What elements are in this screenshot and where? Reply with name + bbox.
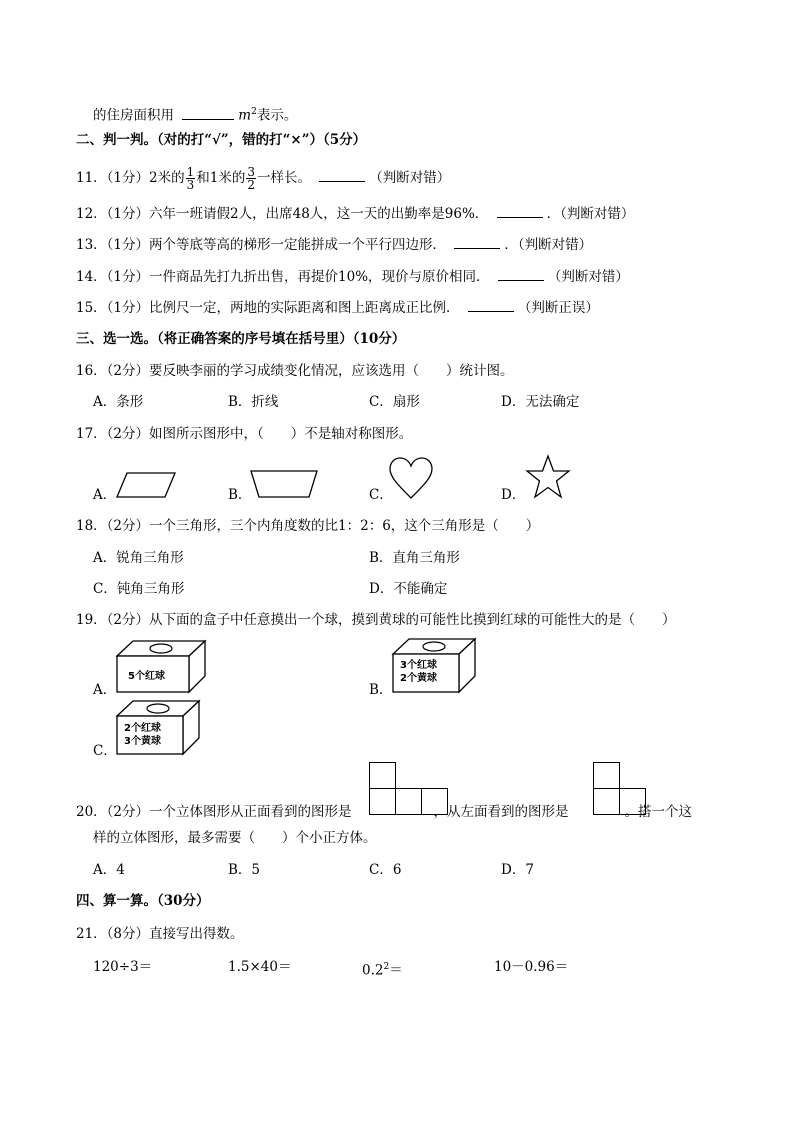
top-line: [93, 103, 297, 125]
question-16: 16．（2分）要反映李丽的学习成绩变化情况，应该选用（ ）统计图。: [76, 363, 514, 379]
q16-option-b[interactable]: B．折线: [228, 394, 279, 410]
section-4-title: 四、算一算。（30分）: [76, 893, 210, 909]
q20-option-d[interactable]: D．7: [501, 862, 534, 878]
q18-option-c[interactable]: C．钝角三角形: [93, 581, 185, 597]
fraction-denominator: 3: [186, 178, 195, 192]
fraction-numerator: 3: [247, 165, 255, 179]
q18-option-d[interactable]: D．不能确定: [369, 581, 448, 597]
q11-judge: （判断对错）: [369, 170, 451, 186]
unit-m: m: [238, 107, 252, 124]
q18-option-a[interactable]: A．锐角三角形: [93, 550, 184, 566]
q13-text: 13．（1分）两个等底等高的梯形一定能拼成一个平行四边形．: [76, 237, 447, 253]
question-21: 21．（8分）直接写出得数。: [76, 926, 244, 942]
question-13: [76, 236, 592, 254]
q17-option-b[interactable]: B．: [228, 487, 252, 503]
fraction-numerator: 1: [186, 165, 195, 179]
question-20-line-2: 样的立体图形，最多需要（ ）个小正方体。: [93, 830, 377, 846]
parallelogram-figure: [117, 472, 177, 498]
unit-exponent: 2: [251, 107, 257, 117]
q12-text: 12．（1分）六年一班请假2人，出席48人，这一天的出勤率是96%．: [76, 206, 489, 222]
box-b-line-1: 3个红球: [400, 660, 437, 671]
q17-option-c[interactable]: C．: [369, 487, 393, 503]
q15-judge: （判断正误）: [517, 300, 599, 316]
expr-4: 10－0.96＝: [494, 959, 569, 975]
box-c-line-2: 3个黄球: [124, 736, 161, 747]
box-c-line-1: 2个红球: [124, 723, 161, 734]
grid-cell: [395, 788, 422, 815]
grid-cell: [593, 788, 620, 815]
question-15: [76, 299, 599, 317]
box-b-label: [400, 659, 437, 685]
question-12: [76, 205, 634, 223]
box-c-label: [124, 722, 161, 748]
question-18: 18．（2分）一个三角形，三个内角度数的比1：2：6，这个三角形是（ ）: [76, 518, 540, 534]
answer-blank[interactable]: [319, 169, 365, 182]
q17-option-a[interactable]: A．: [93, 487, 117, 503]
q15-text: 15．（1分）比例尺一定，两地的实际距离和图上距离成正比例．: [76, 300, 460, 316]
q19-option-b[interactable]: B．: [369, 682, 393, 698]
question-19: 19．（2分）从下面的盒子中任意摸出一个球，摸到黄球的可能性比摸到红球的可能性大的是（ ）: [76, 612, 676, 628]
answer-blank[interactable]: [498, 268, 544, 281]
q14-judge: （判断对错）: [547, 269, 629, 285]
expr-2: 1.5×40＝: [228, 959, 292, 975]
expr-3-exponent: 2: [383, 962, 390, 972]
q11-text-b: 和1米的: [196, 170, 246, 186]
q16-option-c[interactable]: C．扇形: [369, 394, 420, 410]
grid-cell: [593, 762, 620, 789]
fraction-three-halves: [246, 166, 256, 191]
q12-judge: ．（判断对错）: [546, 206, 635, 222]
expr-3: [362, 958, 403, 980]
q19-option-c[interactable]: C．: [93, 743, 117, 759]
top-line-prefix: 的住房面积用: [93, 107, 174, 124]
section-2-title: 二、判一判。（对的打“√”，错的打“×”）（5分）: [76, 132, 367, 148]
fraction-denominator: 2: [247, 178, 255, 192]
q20-option-c[interactable]: C．6: [369, 862, 402, 878]
q20-text-b: ，从左面看到的图形是: [433, 804, 569, 820]
q16-option-d[interactable]: D．无法确定: [501, 394, 580, 410]
q13-judge: ．（判断对错）: [504, 237, 593, 253]
expr-3-equals: ＝: [389, 962, 403, 979]
q18-option-b[interactable]: B．直角三角形: [369, 550, 460, 566]
star-figure: [525, 455, 571, 499]
section-3-title: 三、选一选。（将正确答案的序号填在括号里）（10分）: [76, 331, 406, 347]
answer-blank[interactable]: [497, 205, 543, 218]
top-line-suffix: 表示。: [256, 107, 298, 124]
grid-cell: [369, 788, 396, 815]
fraction-one-third: [186, 166, 196, 191]
question-11: [76, 166, 450, 191]
grid-cell: [619, 788, 646, 815]
answer-blank[interactable]: [182, 107, 234, 120]
q19-option-a[interactable]: A．: [93, 682, 117, 698]
q17-option-d[interactable]: D．: [501, 487, 526, 503]
heart-figure: [390, 458, 432, 500]
q16-option-a[interactable]: A．条形: [93, 394, 144, 410]
q11-text-a: 11．（1分）2米的: [76, 170, 185, 186]
answer-blank[interactable]: [454, 236, 500, 249]
grid-cell: [421, 788, 448, 815]
box-a-label: 5个红球: [128, 671, 165, 682]
box-b-line-2: 2个黄球: [400, 673, 437, 684]
q14-text: 14．（1分）一件商品先打九折出售，再提价10%，现价与原价相同．: [76, 269, 490, 285]
question-14: [76, 268, 629, 286]
q20-option-a[interactable]: A．4: [93, 862, 125, 878]
q20-option-b[interactable]: B．5: [228, 862, 261, 878]
q20-text-c: 。搭一个这: [624, 804, 693, 820]
question-17: 17．（2分）如图所示图形中，（ ）不是轴对称图形。: [76, 426, 413, 442]
grid-cell: [369, 762, 396, 789]
expr-1: 120÷3＝: [93, 959, 153, 975]
q11-text-c: 一样长。: [256, 170, 311, 186]
trapezoid-figure: [251, 470, 319, 498]
expr-3-base: 0.2: [362, 962, 384, 979]
q20-text-a: 20．（2分）一个立体图形从正面看到的图形是: [76, 804, 352, 820]
answer-blank[interactable]: [468, 299, 514, 312]
